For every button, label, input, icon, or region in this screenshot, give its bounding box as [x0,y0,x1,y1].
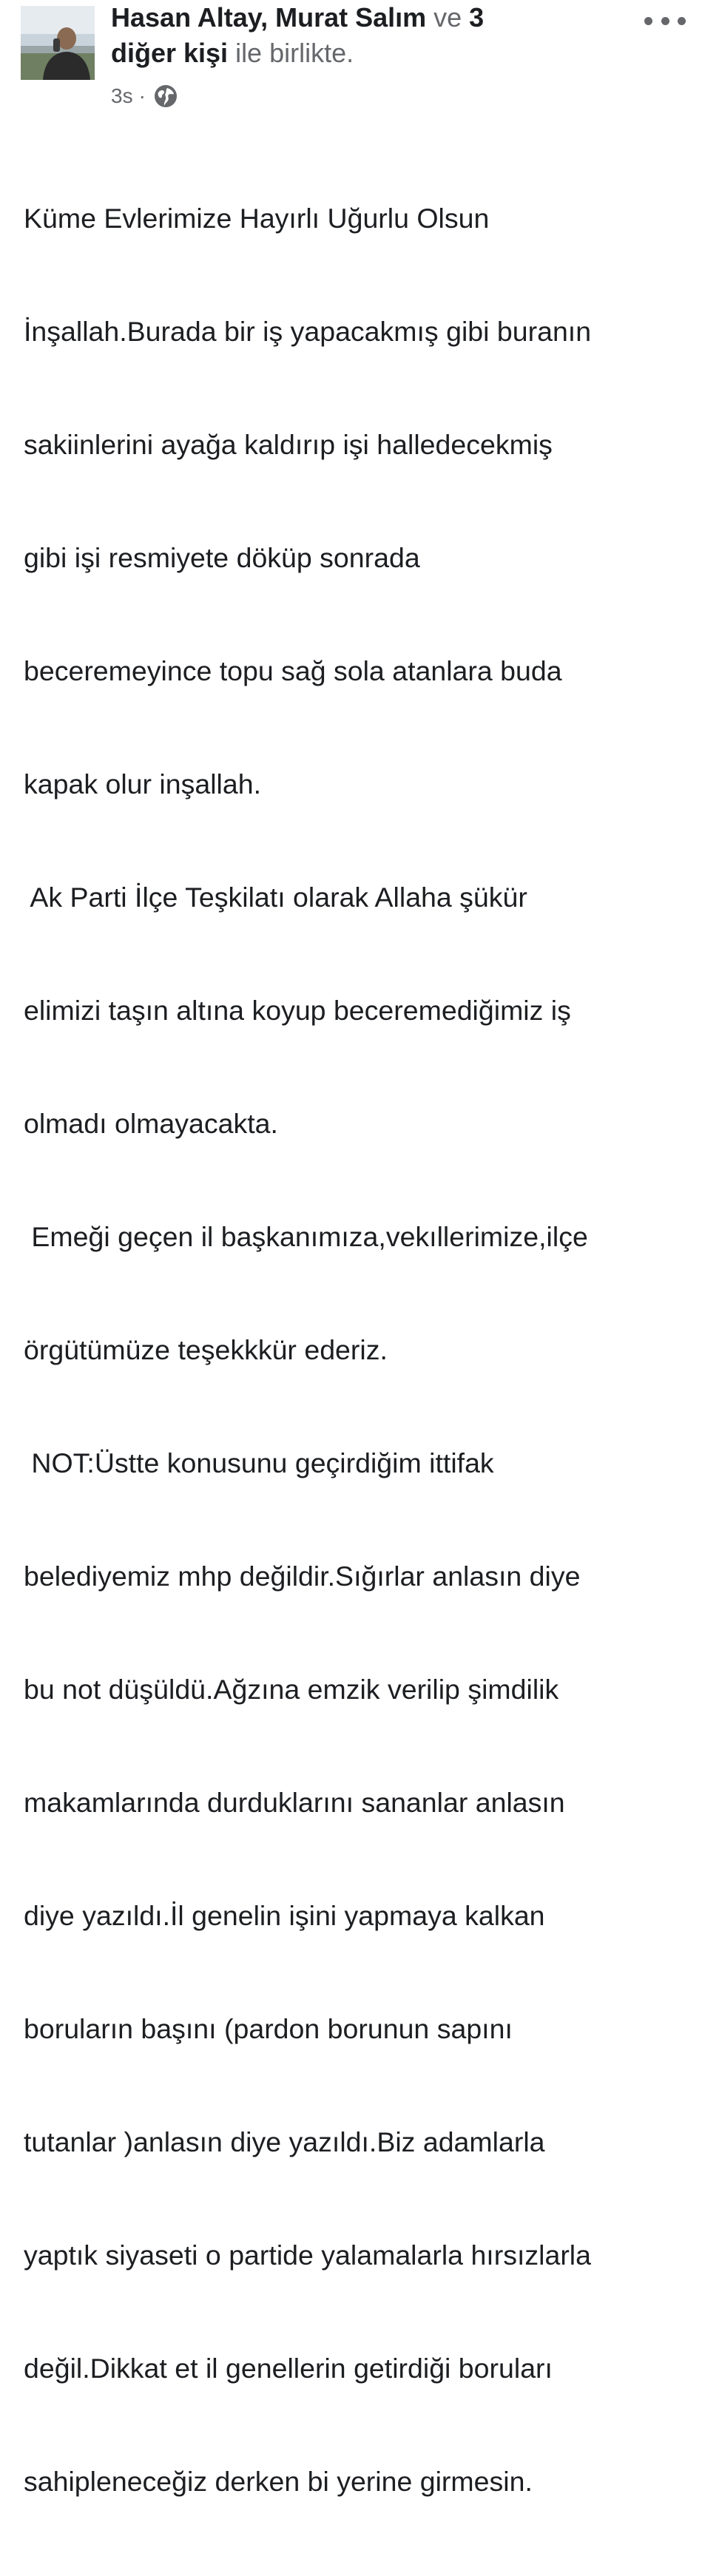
post-text-line: bu not düşüldü.Ağzına emzik verilip şimdilik [24,1674,559,1705]
post-header-names [111,0,614,71]
post-text-line: tutanlar )anlasın diye yazıldı.Biz adamlarla [24,2126,545,2157]
post-text-line: belediyemiz mhp değildir.Sığırlar anlasın diye [24,1561,581,1592]
post-text-line: değil.Dikkat et il genellerin getirdiği boruları [24,2353,553,2384]
post-text-line: makamlarında durduklarını sananlar anlasın [24,1787,565,1818]
with-text: ile birlikte. [228,38,354,68]
post-meta [111,81,178,111]
post-text-line: boruların başını (pardon borunun sapını [24,2013,513,2044]
post-text-line: sahipleneceğiz derken bi yerine girmesin. [24,2466,533,2497]
post-text-line: elimizi taşın altına koyup beceremediğimiz iş [24,995,571,1026]
others-count-link[interactable]: 3 [469,2,485,33]
more-dot [678,17,686,25]
name-separator: , [260,2,276,33]
and-word: ve [426,2,470,33]
post-text-line: Küme Evlerimize Hayırlı Uğurlu Olsun [24,203,490,234]
post-text-line: gibi işi resmiyete döküp sonrada [24,542,420,573]
author-primary-link[interactable]: Hasan Altay [111,2,261,33]
post-text-line: diye yazıldı.İl genelin işini yapmaya kalkan [24,1900,545,1931]
author-avatar[interactable] [21,6,95,80]
post-text-line: olmadı olmayacakta. [24,1108,278,1139]
post-text-line: Emeği geçen il başkanımıza,vekıllerimize,ilçe [24,1221,588,1252]
post-text-line: kapak olur inşallah. [24,768,262,799]
post-body-text [24,124,693,2576]
more-dot [644,17,652,25]
post-text-line: sakiinlerini ayağa kaldırıp işi halledecekmiş [24,429,553,460]
post-text-line: yaptık siyaseti o partide yalamalarla hırsızlarla [24,2239,591,2271]
post-text-line: örgütümüze teşekkkür ederiz. [24,1334,388,1365]
more-dot [661,17,669,25]
post-text-line: İnşallah.Burada bir iş yapacakmış gibi buranın [24,316,592,347]
globe-icon[interactable] [153,84,178,109]
meta-separator: · [138,84,146,107]
avatar-photo [21,6,95,80]
post-text-line: Ak Parti İlçe Teşkilatı olarak Allaha şükür [24,882,527,913]
post-text-line: NOT:Üstte konusunu geçirdiğim ittifak [24,1447,494,1478]
post-text-line: beceremeyince topu sağ sola atanlara buda [24,655,562,686]
author-secondary-link[interactable]: Murat Salım [275,2,427,33]
more-options-icon[interactable] [644,6,686,36]
others-link[interactable]: diğer kişi [111,38,229,68]
post-timestamp[interactable]: 3s [111,84,133,107]
